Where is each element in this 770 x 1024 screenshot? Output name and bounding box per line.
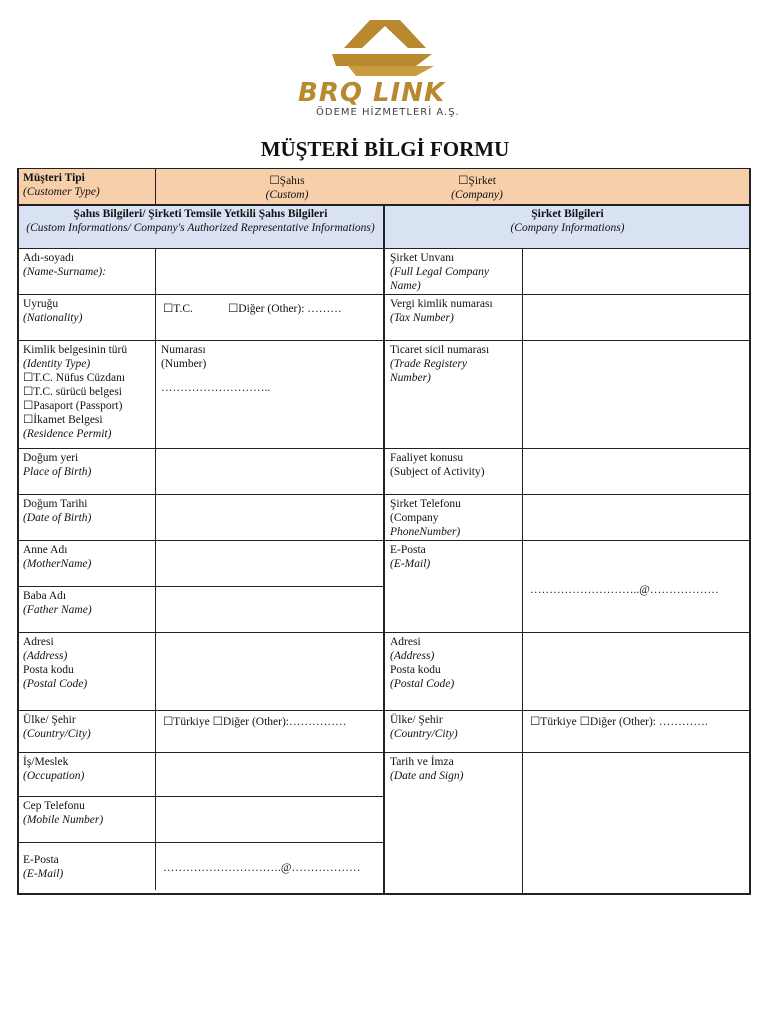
- address-label: Adresi (Address) Posta kodu (Postal Code): [23, 636, 88, 690]
- form-title: MÜŞTERİ BİLGİ FORMU: [260, 137, 510, 161]
- nationality-label: Uyruğu (Nationality): [23, 298, 83, 324]
- company-country-options[interactable]: ☐Türkiye ☐Diğer (Other): ………….: [530, 716, 708, 728]
- email-field[interactable]: ………………………….@………………: [163, 862, 361, 874]
- id-tc-card-checkbox[interactable]: ☐T.C. Nüfus Cüzdanı: [23, 372, 126, 384]
- birth-place-label: Doğum yeri Place of Birth): [23, 452, 92, 478]
- logo-brand: BRQ LINK: [298, 78, 446, 108]
- customer-form: [17, 168, 751, 894]
- tax-number-label: Vergi kimlik numarası (Tax Number): [390, 298, 493, 324]
- logo-subtitle: ÖDEME HİZMETLERİ A.Ş.: [316, 107, 460, 118]
- registry-number-label: Ticaret sicil numarası (Trade Registery Number): [390, 344, 490, 384]
- father-name-label: Baba Adı (Father Name): [23, 590, 92, 616]
- identity-type-label: Kimlik belgesinin türü (Identity Type) ☐T.C. Nüfus Cüzdanı ☐T.C. sürücü belgesi ☐Pasaport (Passport) ☐İkamet Belgesi (Residence Permit): [17, 340, 155, 448]
- date-sign-label: Tarih ve İmza (Date and Sign): [390, 756, 464, 782]
- company-country-label: Ülke/ Şehir (Country/City): [390, 714, 458, 740]
- person-section-header: Şahıs Bilgileri/ Şirketi Temsile Yetkili Şahıs Bilgileri (Custom Informations/ Company's Authorized Representative Informations): [17, 204, 384, 248]
- mother-name-label: Anne Adı (MotherName): [23, 544, 92, 570]
- company-title-label: Şirket Unvanı (Full Legal Company Name): [390, 252, 490, 292]
- mobile-label: Cep Telefonu (Mobile Number): [23, 800, 104, 826]
- company-phone-label: Şirket Telefonu (Company PhoneNumber): [390, 498, 461, 538]
- company-address-label: Adresi (Address) Posta kodu (Postal Code): [390, 636, 455, 690]
- nationality-tc-checkbox[interactable]: ☐T.C.: [163, 303, 193, 315]
- occupation-label: İş/Meslek (Occupation): [23, 756, 85, 782]
- country-label: Ülke/ Şehir (Country/City): [23, 714, 91, 740]
- company-section-header: Şirket Bilgileri (Company Informations): [384, 204, 751, 248]
- identity-number-field[interactable]: Numarası (Number) ………………………..: [161, 344, 271, 394]
- customer-type-company-checkbox[interactable]: ☐Şirket (Company): [451, 175, 503, 201]
- customer-type-label: Müşteri Tipi (Customer Type): [17, 168, 155, 204]
- name-field[interactable]: [155, 248, 384, 294]
- id-driver-license-checkbox[interactable]: ☐T.C. sürücü belgesi: [23, 386, 122, 398]
- company-email-label: E-Posta (E-Mail): [390, 544, 431, 570]
- activity-label: Faaliyet konusu (Subject of Activity): [390, 452, 485, 478]
- customer-type-person-checkbox[interactable]: ☐Şahıs (Custom): [265, 175, 309, 201]
- email-label: E-Posta (E-Mail): [23, 854, 64, 880]
- id-residence-checkbox[interactable]: ☐İkamet Belgesi: [23, 414, 103, 426]
- country-options[interactable]: ☐Türkiye ☐Diğer (Other):……………: [163, 716, 347, 728]
- id-passport-checkbox[interactable]: ☐Pasaport (Passport): [23, 400, 123, 412]
- nationality-other-checkbox[interactable]: ☐Diğer (Other): ………: [228, 303, 342, 315]
- birth-date-label: Doğum Tarihi (Date of Birth): [23, 498, 92, 524]
- company-email-field[interactable]: ………………………..@………………: [530, 584, 719, 596]
- name-label: Adı-soyadı (Name-Surname):: [23, 252, 107, 278]
